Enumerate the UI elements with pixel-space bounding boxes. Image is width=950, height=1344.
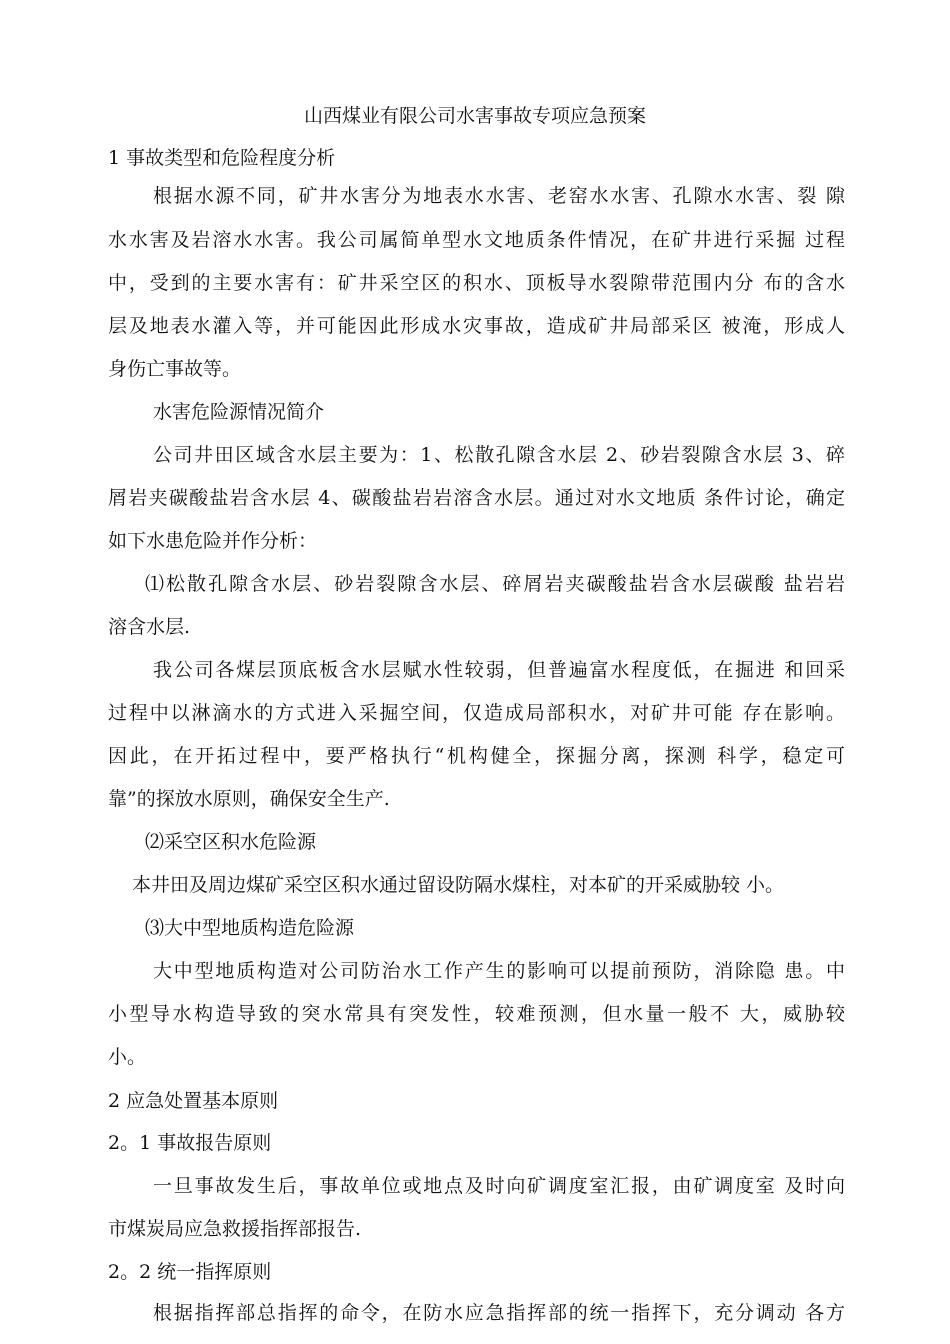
paragraph-line: 屑岩夹碳酸盐岩含水层 4、碳酸盐岩岩溶含水层。通过对水文地质 条件讨论，确定 [108,487,845,509]
subsection-heading: ⑵采空区积水危险源 [145,831,317,853]
paragraph-line: 一旦事故发生后，事故单位或地点及时向矿调度室汇报，由矿调度室 及时向 [153,1175,845,1197]
paragraph-line: 我公司各煤层顶底板含水层赋水性较弱，但普遍富水程度低，在掘进 和回采 [153,659,845,681]
subsection-heading: 2。1 事故报告原则 [108,1132,272,1154]
paragraph-line: 因此，在开拓过程中，要严格执行“机构健全，探掘分离，探测 科学，稳定可 [108,745,845,767]
paragraph-line: 根据指挥部总指挥的命令，在防水应急指挥部的统一指挥下，充分调动 各方 [153,1302,845,1324]
paragraph-line: 身伤亡事故等。 [108,358,242,380]
paragraph-line: 过程中以淋滴水的方式进入采掘空间，仅造成局部积水，对矿井可能 存在影响。 [108,702,845,724]
section-heading: 2 应急处置基本原则 [108,1090,279,1112]
section-heading: 1 事故类型和危险程度分析 [108,147,336,169]
paragraph-line: 靠”的探放水原则，确保安全生产. [108,788,390,810]
paragraph-line: 溶含水层. [108,616,191,638]
paragraph-line: 小。 [108,1046,147,1068]
paragraph-line: 公司井田区域含水层主要为：1、松散孔隙含水层 2、砂岩裂隙含水层 3、碎 [153,444,845,466]
paragraph-line: ⑴松散孔隙含水层、砂岩裂隙含水层、碎屑岩夹碳酸盐岩含水层碳酸 盐岩岩 [145,573,845,595]
subsection-heading: 2。2 统一指挥原则 [108,1261,272,1283]
paragraph-line: 本井田及周边煤矿采空区积水通过留设防隔水煤柱，对本矿的开采威胁较 小。 [132,874,785,896]
paragraph-line: 根据水源不同，矿井水害分为地表水水害、老窑水水害、孔隙水水害、裂 隙 [153,185,845,207]
paragraph-line: 大中型地质构造对公司防治水工作产生的影响可以提前预防，消除隐 患。中 [153,960,845,982]
subsection-heading: ⑶大中型地质构造危险源 [145,917,355,939]
document-title: 山西煤业有限公司水害事故专项应急预案 [303,105,646,127]
paragraph-line: 层及地表水灌入等，并可能因此形成水灾事故，造成矿井局部采区 被淹，形成人 [108,315,845,337]
paragraph-line: 市煤炭局应急救援指挥部报告. [108,1218,362,1240]
subsection-heading: 水害危险源情况简介 [153,401,325,423]
paragraph-line: 中，受到的主要水害有：矿井采空区的积水、顶板导水裂隙带范围内分 布的含水 [108,272,845,294]
paragraph-line: 如下水患危险并作分析： [108,530,318,552]
paragraph-line: 水水害及岩溶水水害。我公司属简单型水文地质条件情况，在矿井进行采掘 过程 [108,229,845,251]
paragraph-line: 小型导水构造导致的突水常具有突发性，较难预测，但水量一般不 大，威胁较 [108,1003,845,1025]
